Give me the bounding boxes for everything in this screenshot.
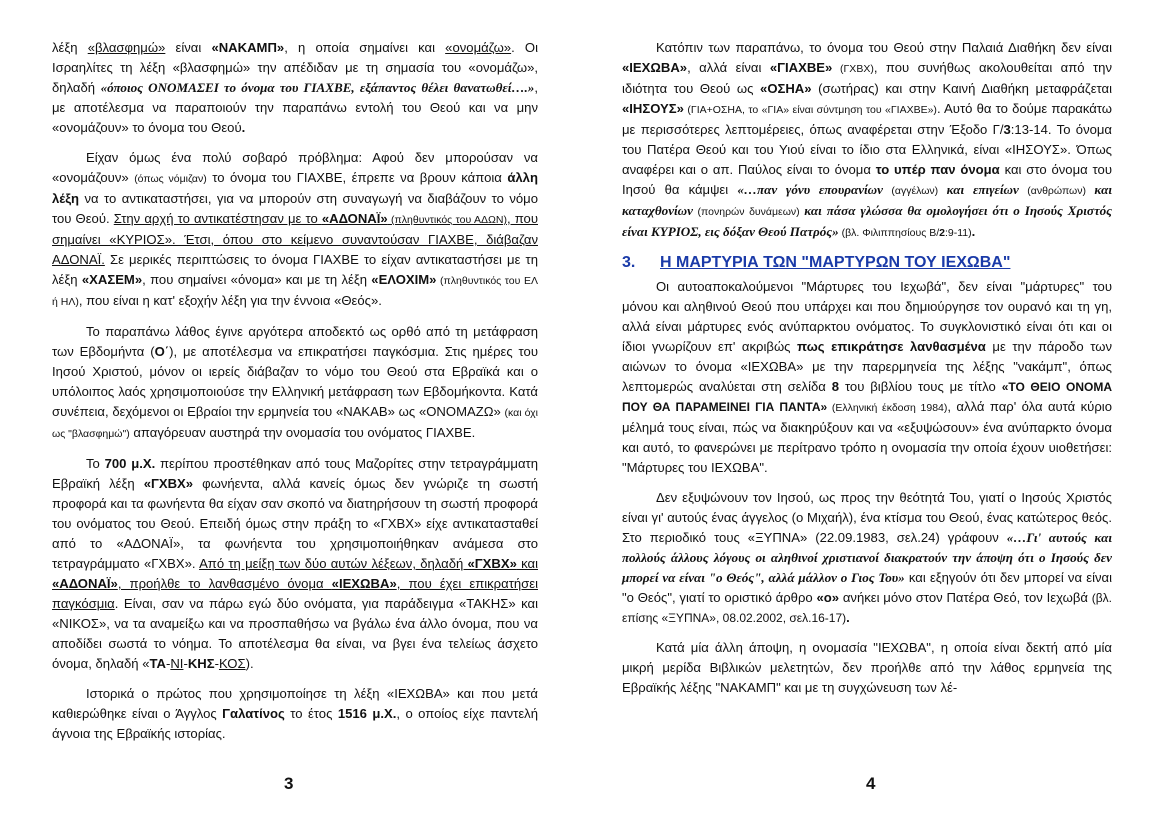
left-paragraph-4 <box>52 454 538 674</box>
text-run: και πάσα γλώσσα θα ομολογήσει ότι ο Ιησούς Χριστός είναι ΚΥΡΙΟΣ, εις δόξαν Θεού Πατρός» <box>622 203 1112 239</box>
left-page <box>52 38 538 754</box>
text-run: το υπέρ παν όνομα <box>875 162 1000 177</box>
text-run: ΝΙ <box>170 656 184 671</box>
left-paragraph-5 <box>52 684 538 744</box>
text-run: άλλη λέξη <box>52 170 538 206</box>
text-run: (και όχι ως "βλασφημώ") <box>52 407 539 440</box>
text-run: (πονηρών δυνάμεων) <box>692 206 805 218</box>
text-run: . Αυτό θα το δούμε παρακάτω με περισσότερες λεπτομέρειες, όπως αναφέρεται στην Έξοδο Γ/ <box>622 101 1113 137</box>
section-title: Η ΜΑΡΤΥΡΙΑ ΤΩΝ "ΜΑΡΤΥΡΩΝ ΤΟΥ ΙΕΧΩΒΑ" <box>660 254 1011 271</box>
text-run: Ο΄ <box>154 344 170 359</box>
text-run: , που συνήθως ακολουθείται από την ιδιότητα του Θεού ως <box>622 60 1112 96</box>
text-run: «ΝΑΚΑΜΠ» <box>211 40 285 55</box>
text-run: Γαλατίνος <box>222 706 285 721</box>
page-number-right: 4 <box>866 774 876 793</box>
text-run: :13-14. Το όνομα του Πατέρα Θεού και του Υιού είναι το ίδιο στα Ελληνικά, είναι «ΙΗΣΟΥΣ». Όπως αναφέρει και ο απ. Παύλος είναι το όνομα <box>622 122 1113 177</box>
text-run: με την πάροδο των αιώνων το όνομα «ΙΕΧΩΒΑ» με την παρερμηνεία της λέξης "νακάμπ", όπως λεπτομερώς αναλύεται στη σελίδα <box>622 339 1112 394</box>
text-run: Το <box>86 456 105 471</box>
text-run: 8 <box>831 379 840 394</box>
text-run: λέξη <box>52 40 88 55</box>
text-run: (αγγέλων) <box>882 185 947 197</box>
text-run: Οι αυτοαποκαλούμενοι "Μάρτυρες του Ιεχωβά", δεν είναι "μάρτυρες" του μόνου και αληθινού Θεού που υπάρχει και που δημιούργησε τον ουρανό και τη γη, αλλά είναι μάρτυρες ενός ανύπαρκτου ονόματος. Το συγκλονιστικό είναι ότι και οι ίδιοι γνωρίζουν επ' ακριβώς <box>622 279 1112 354</box>
text-run: (σωτήρας) και στην Καινή Διαθήκη μεταφράζεται <box>811 81 1112 96</box>
text-run: «…παν γόνυ επουρανίων <box>737 182 883 197</box>
text-run: (βλ. επίσης «ΞΥΠΝΑ», 08.02.2002, σελ.16-17) <box>622 591 1112 625</box>
text-run: Το παραπάνω λάθος έγινε αργότερα αποδεκτό ως ορθό από τη μετάφραση των Εβδομήντα ( <box>52 324 538 359</box>
text-run: (βλ. Φιλιππησίους Β/ <box>838 227 940 239</box>
page-number-left: 3 <box>284 774 294 793</box>
right-paragraph-2 <box>622 277 1112 478</box>
text-run: (πληθυντικός του ΑΔΩΝ) <box>387 214 507 226</box>
text-run: «ΟΣΗΑ» <box>760 81 812 96</box>
text-run: Κατόπιν των παραπάνω, το όνομα του Θεού στην Παλαιά Διαθήκη δεν είναι <box>656 40 1112 55</box>
text-run: ). <box>245 656 254 671</box>
section-heading <box>622 253 1112 273</box>
right-paragraph-3 <box>622 488 1112 628</box>
text-run: Ιστορικά ο πρώτος που χρησιμοποίησε τη λέξη «ΙΕΧΩΒΑ» και που μετά καθιερώθηκε είναι ο Άγγλος <box>52 686 538 721</box>
text-run: . Οι Ισραηλίτες τη λέξη «βλασφημώ» την απέδιδαν με τη σημασία του «ονομάζω», δηλαδή <box>52 40 538 95</box>
text-run: και <box>516 556 538 571</box>
text-run: «όποιος ΟΝΟΜΑΣΕΙ το όνομα του ΓΙΑΧΒΕ, εξάπαντος θέλει θανατωθεί….» <box>100 80 535 95</box>
text-run: περίπου προστέθηκαν από τους Μαζορίτες στην τετραγράμματη Εβραϊκή λέξη <box>52 456 538 491</box>
left-paragraph-1 <box>52 38 538 138</box>
text-run: (ΓΙΑ+ΟΣΗΑ, το «ΓΙΑ» είναι σύντμηση του «ΓΙΑΧΒΕ») <box>683 104 937 116</box>
text-run: , με αποτέλεσμα να παραποιούν την παραπάνω εντολή του Θεού και να μην «ονομάζουν» το όνομα του Θεού <box>52 80 538 135</box>
text-run: (πληθυντικός του ΕΛ ή ΗΛ) <box>52 275 539 308</box>
text-run: - <box>214 656 219 671</box>
text-run: , προήλθε το λανθασμένο όνομα <box>117 576 332 591</box>
text-run: «ΤΟ ΘΕΙΟ ΟΝΟΜΑ ΠΟΥ ΘΑ ΠΑΡΑΜΕΙΝΕΙ ΓΙΑ ΠΑΝΤΑ» <box>622 380 1112 414</box>
text-run: , ο οποίος είχε παντελή άγνοια της Εβραϊκής ιστορίας. <box>52 706 538 741</box>
text-run: Σε μερικές περιπτώσεις το όνομα ΓΙΑΧΒΕ το είχαν αντικαταστήσει με τη λέξη <box>52 252 538 287</box>
text-run: «ΓΧΒΧ» <box>143 476 194 491</box>
text-run: - <box>183 656 188 671</box>
text-run: «βλασφημώ» <box>87 40 166 55</box>
text-run: «ο» <box>816 590 840 605</box>
text-run: και στο όνομα του Ιησού θα κάμψει <box>622 162 1112 197</box>
text-run: «ΧΑΣΕΜ» <box>81 272 143 287</box>
text-run: ΚΟΣ <box>218 656 246 671</box>
text-run: «ΙΕΧΩΒΑ» <box>622 60 688 75</box>
text-run: «ΓΙΑΧΒΕ» <box>769 60 833 75</box>
text-run: απαγόρευαν αυστηρά την ονομασία του ονόματος ΓΙΑΧΒΕ. <box>129 425 476 440</box>
text-run: , αλλά παρ' όλα αυτά κύριο μέλημά τους είναι, πώς να διακηρύξουν και να «εξυψώσουν» ένα ανύπαρκτο όνομα και αυτό, το φανερώνει με περίτρανο τρόπο η ονομασία την οποία έχουν υιοθετήσει: "Μάρτυρες του ΙΕΧΩΒΑ". <box>622 399 1112 475</box>
text-run: είναι <box>165 40 212 55</box>
text-run: και εξηγούν ότι δεν μπορεί να είναι "ο Θεός", γιατί το οριστικό άρθρο <box>622 570 1112 605</box>
text-run: , η οποία σημαίνει και <box>284 40 446 55</box>
text-run: και καταχθονίων <box>622 182 1112 218</box>
text-run: Δεν εξυψώνουν τον Ιησού, ως προς την θεότητά Του, γιατί ο Ιησούς Χριστός είναι γι' αυτούς ένας άγγελος (ο Μιχαήλ), ένα κτίσμα του Θεού, ένας κατώτερος θεός. Στο περιοδικό τους «ΞΥΠΝΑ» (22.09.1983, σελ.24) γράφουν <box>622 490 1112 545</box>
text-run: :9-11) <box>944 227 972 239</box>
text-run: «ΕΛΟΧΙΜ» <box>371 272 437 287</box>
text-run: και επιγείων <box>946 182 1019 197</box>
right-paragraph-4 <box>622 638 1112 698</box>
text-run: 1516 μ.Χ. <box>337 706 397 721</box>
text-run: Είχαν όμως ένα πολύ σοβαρό πρόβλημα: Αφού δεν μπορούσαν να «ονομάζουν» <box>52 150 538 185</box>
text-run: «…Γι' αυτούς και πολλούς άλλους λόγους οι αληθινοί χριστιανοί διακρατούν την άποψη ότι ο Ιησούς δεν μπορεί να είναι "ο Θεός", αλλά μάλλον ο Γιος Του» <box>622 530 1112 585</box>
text-run: να το αντικαταστήσει, για να μπορούν στη συναγωγή να διαβάζουν το νόμο του Θεού. <box>52 191 538 226</box>
text-run: Στην αρχή το αντικατέστησαν με το <box>113 211 322 226</box>
text-run: «ονομάζω» <box>445 40 512 55</box>
left-paragraph-3 <box>52 322 538 444</box>
text-run: πως επικράτησε λανθασμένα <box>797 339 986 354</box>
text-run: το έτος <box>284 706 338 721</box>
text-run: «ΙΕΧΩΒΑ» <box>331 576 397 591</box>
text-run: ανήκει μόνο στον Πατέρα Θεό, τον Ιεχωβά <box>839 590 1092 605</box>
text-run: , που είναι η κατ' εξοχήν λέξη για την έννοια «Θεός». <box>78 293 382 308</box>
text-run: . <box>971 224 976 239</box>
text-run: Από τη μείξη των δύο αυτών λέξεων, δηλαδή <box>199 556 468 571</box>
text-run: . <box>241 120 246 135</box>
section-number: 3. <box>622 254 636 271</box>
text-run: , που έχει επικρατήσει παγκόσμια <box>52 576 538 611</box>
text-run: φωνήεντα, αλλά κανείς όμως δεν γνώριζε τη σωστή προφορά και τα φωνήεντα θα είχαν σαν σκοπό να διατηρήσουν τη σωστή προφορά του ονόματος του Θεού. Επειδή όμως στην πράξη το «ΓΧΒΧ» είχε αντικατασταθεί από το «ΑΔΟΝΑΪ», τα φωνήεντα του χρησιμοποιήθηκαν ανάμεσα στο τετραγράμματο «ΓΧΒΧ». <box>52 476 538 571</box>
text-run: «ΑΔΟΝΑΪ» <box>52 576 118 591</box>
text-run: του βιβλίου τους με τίτλο <box>839 379 1002 394</box>
right-paragraph-1 <box>622 38 1112 243</box>
text-run: 700 μ.Χ. <box>104 456 156 471</box>
text-run: ΚΗΣ <box>187 656 215 671</box>
text-run: (ΓΧΒΧ) <box>832 63 874 75</box>
right-page <box>622 38 1112 708</box>
text-run: (Ελληνική έκδοση 1984) <box>827 402 948 414</box>
text-run: «ΓΧΒΧ» <box>467 556 517 571</box>
text-run: το όνομα του ΓΙΑΧΒΕ, έπρεπε να βρουν κάποια <box>206 170 508 185</box>
text-run: Κατά μία άλλη άποψη, η ονομασία "ΙΕΧΩΒΑ", η οποία είναι δεκτή από μία μικρή μερίδα Βιβλικών μελετητών, δεν προήλθε από την λάθος ερμηνεία της Εβραϊκής λέξης "ΝΑΚΑΜΠ" και με τη συγχώνευση των λέ- <box>622 640 1112 695</box>
text-run: 3 <box>1003 122 1011 137</box>
text-run: , που σημαίνει «όνομα» και με τη λέξη <box>142 272 372 287</box>
text-run: 2 <box>939 227 945 239</box>
text-run: , που σημαίνει «ΚΥΡΙΟΣ». Έτσι, όπου στο κείμενο συναντούσαν ΓΙΑΧΒΕ, διάβαζαν ΑΔΟΝΑΪ. <box>52 211 538 267</box>
text-run: (ανθρώπων) <box>1018 185 1095 197</box>
text-run: . Είναι, σαν να πάρω εγώ δύο ονόματα, για παράδειγμα «ΤΑΚΗΣ» και «ΝΙΚΟΣ», να τα αναμείξω και να προσπαθήσω να βγάλω ένα άλλο όνομα, που να αποδίδει σωστά το νόημα. Το αποτέλεσμα θα είναι, να βγει ένα τελείως άσχετο όνομα, δηλαδή « <box>52 596 538 671</box>
text-run: (όπως νόμιζαν) <box>134 173 207 185</box>
text-run: ΤΑ <box>149 656 166 671</box>
text-run: . <box>846 610 850 625</box>
text-run: , αλλά είναι <box>687 60 770 75</box>
left-paragraph-2 <box>52 148 538 312</box>
text-run: «ΙΗΣΟΥΣ» <box>622 101 684 116</box>
text-run: «ΑΔΟΝΑΪ» <box>321 211 388 226</box>
text-run: ), με αποτέλεσμα να επικρατήσει παγκόσμια. Στις ημέρες του Ιησού Χριστού, μόνον οι ιερείς διάβαζαν το νόμο του Θεού στα Εβραϊκά και ο υπόλοιπος λαός χρησιμοποιούσε την Ελληνική μετάφραση των Εβδομήκοντα. Κατά συνέπεια, δεχόμενοι οι Εβραίοι την ερμηνεία του «ΝΑΚΑΒ» ως «ΟΝΟΜΑΖΩ» <box>52 344 538 419</box>
text-run: - <box>165 656 171 671</box>
